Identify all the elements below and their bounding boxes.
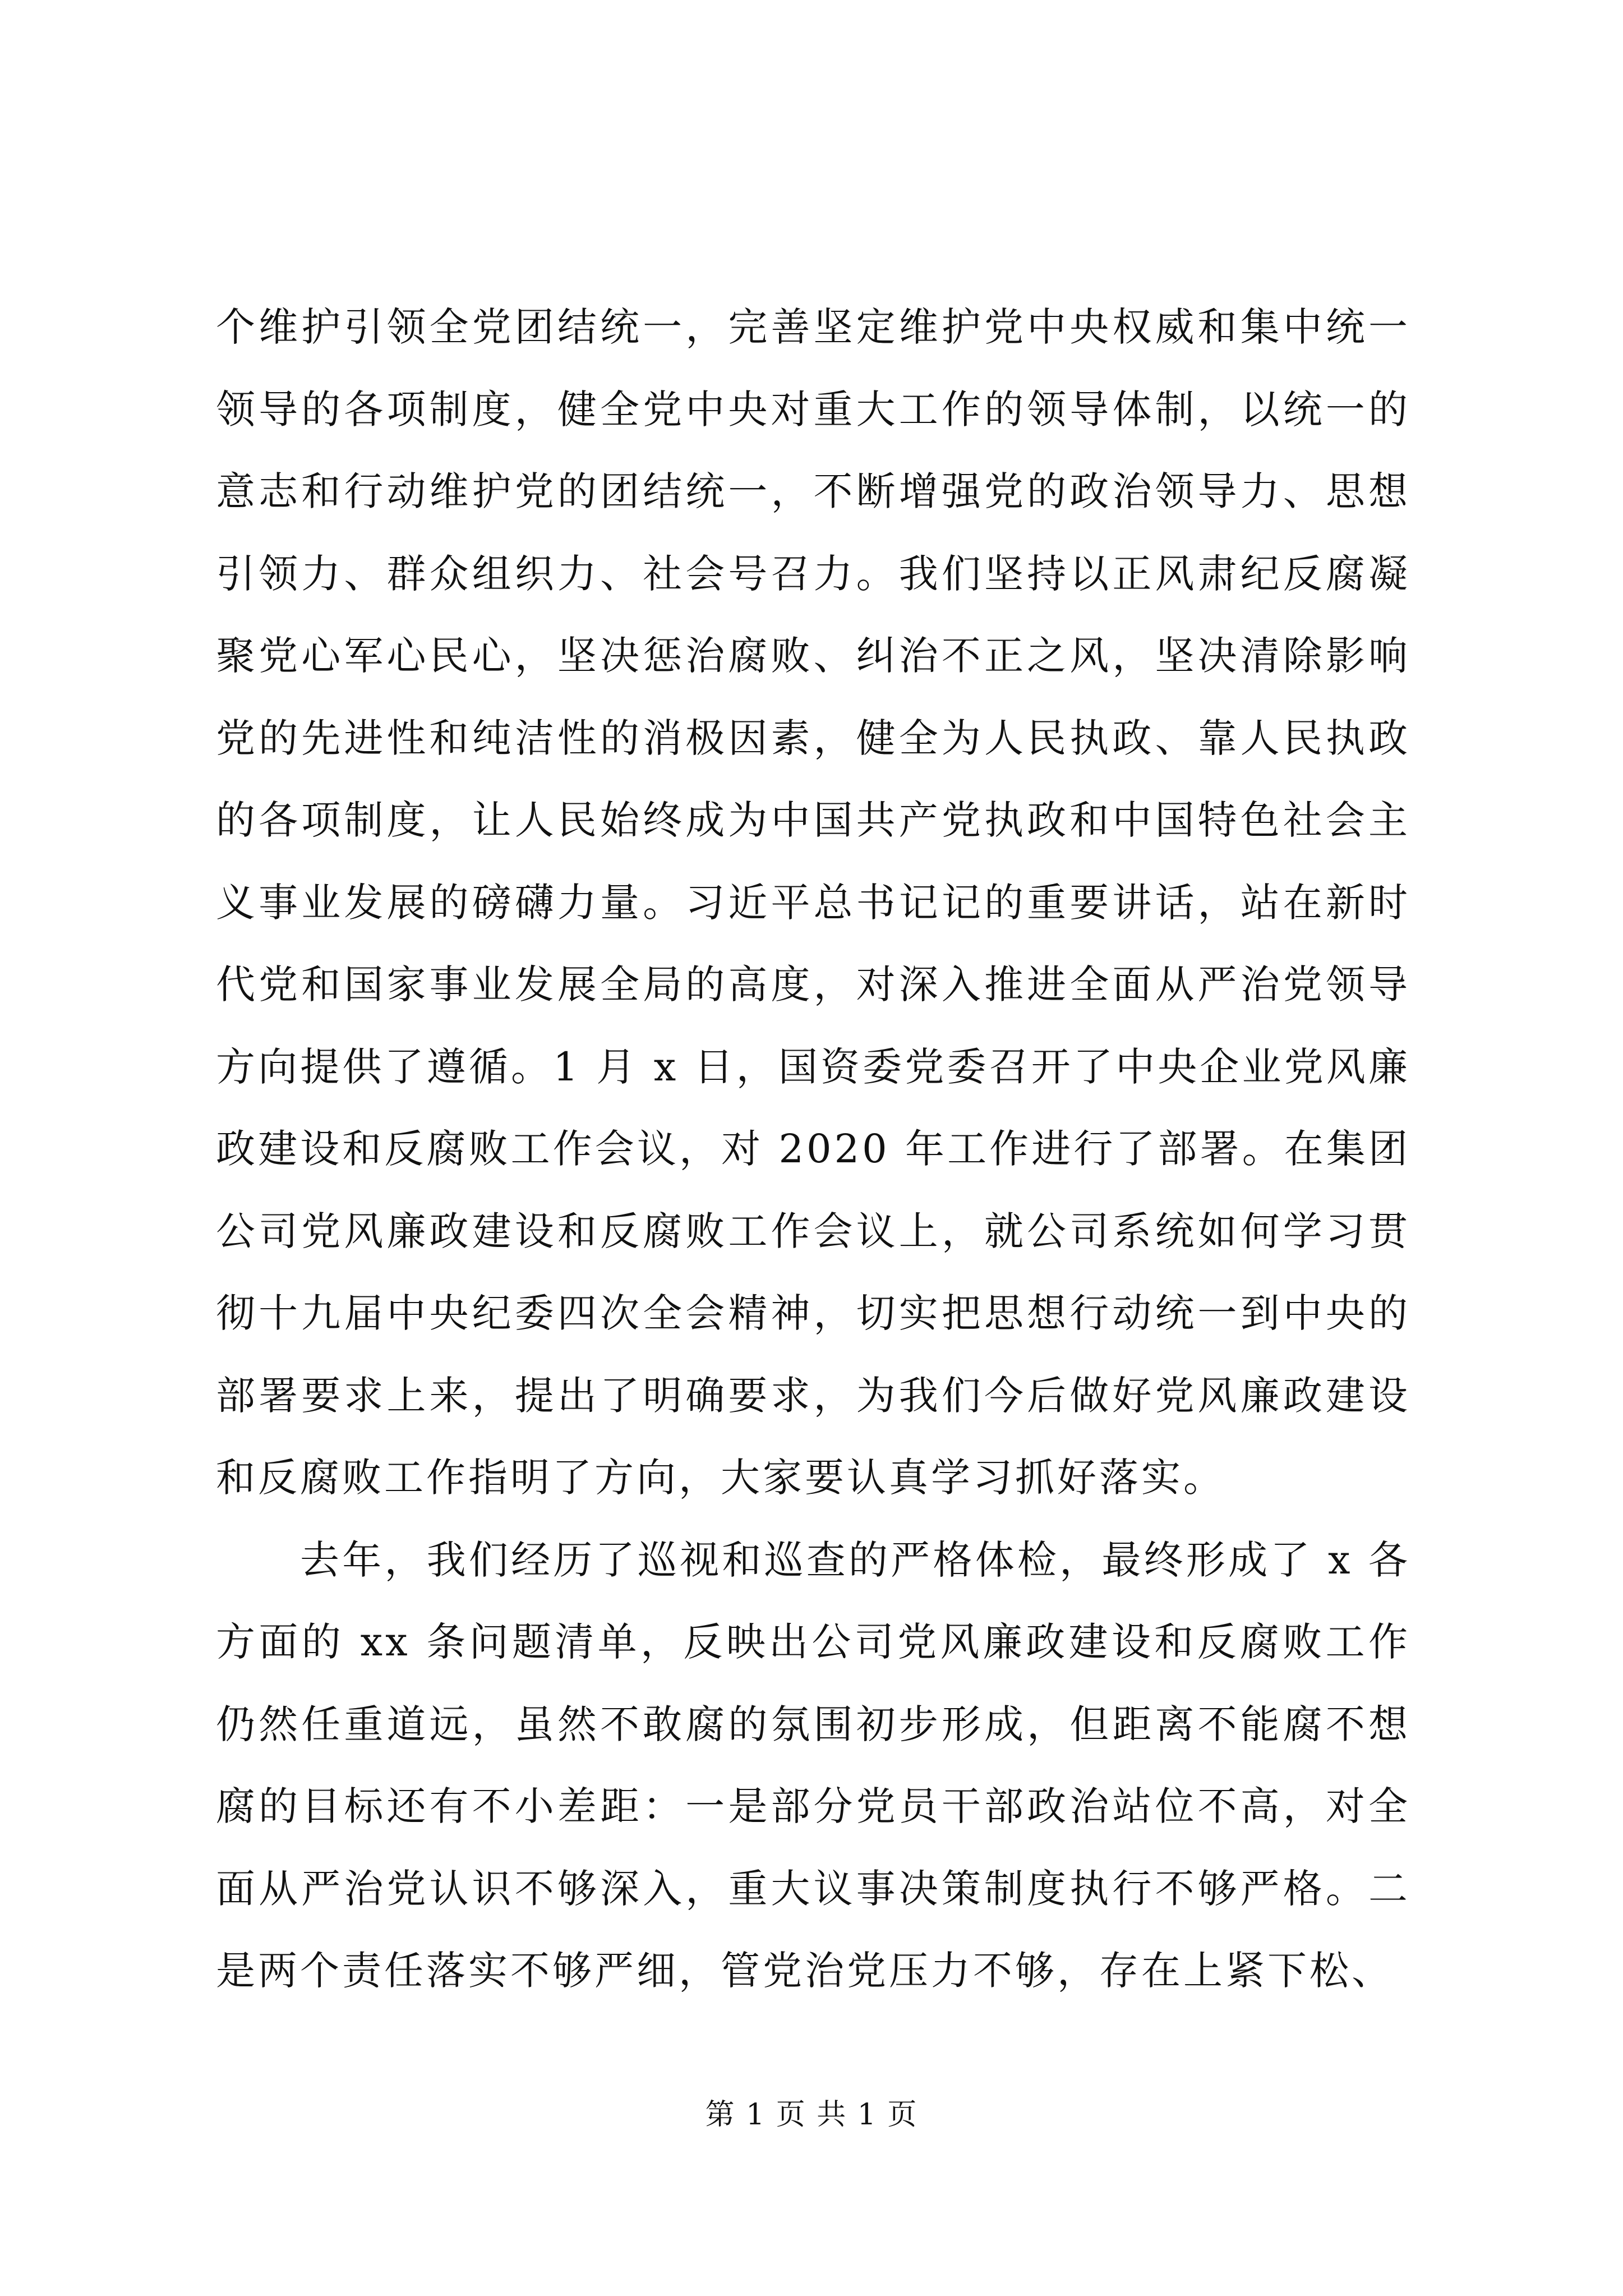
document-body bbox=[216, 286, 1410, 2012]
paragraph-1: 个维护引领全党团结统一，完善坚定维护党中央权威和集中统一领导的各项制度，健全党中央对重大工作的领导体制，以统一的意志和行动维护党的团结统一，不断增强党的政治领导力、思想引领力、群众组织力、社会号召力。我们坚持以正风肃纪反腐凝聚党心军心民心，坚决惩治腐败、纠治不正之风，坚决清除影响党的先进性和纯洁性的消极因素，健全为人民执政、靠人民执政的各项制度，让人民始终成为中国共产党执政和中国特色社会主义事业发展的磅礴力量。习近平总书记记的重要讲话，站在新时代党和国家事业发展全局的高度，对深入推进全面从严治党领导方向提供了遵循。1 月 x 日，国资委党委召开了中央企业党风廉政建设和反腐败工作会议，对 2020 年工作进行了部署。在集团公司党风廉政建设和反腐败工作会议上，就公司系统如何学习贯彻十九届中央纪委四次全会精神，切实把思想行动统一到中央的部署要求上来，提出了明确要求，为我们今后做好党风廉政建设和反腐败工作指明了方向，大家要认真学习抓好落实。 bbox=[216, 304, 1410, 1501]
paragraph-2: 去年，我们经历了巡视和巡查的严格体检，最终形成了 x 各方面的 xx 条问题清单，反映出公司党风廉政建设和反腐败工作仍然任重道远，虽然不敢腐的氛围初步形成，但距离不能腐不想腐的目标还有不小差距：一是部分党员干部政治站位不高，对全面从严治党认识不够深入，重大议事决策制度执行不够严格。二是两个责任落实不够严细，管党治党压力不够，存在上紧下松、 bbox=[216, 1536, 1410, 1994]
page-footer: 第 1 页 共 1 页 bbox=[705, 2098, 918, 2132]
